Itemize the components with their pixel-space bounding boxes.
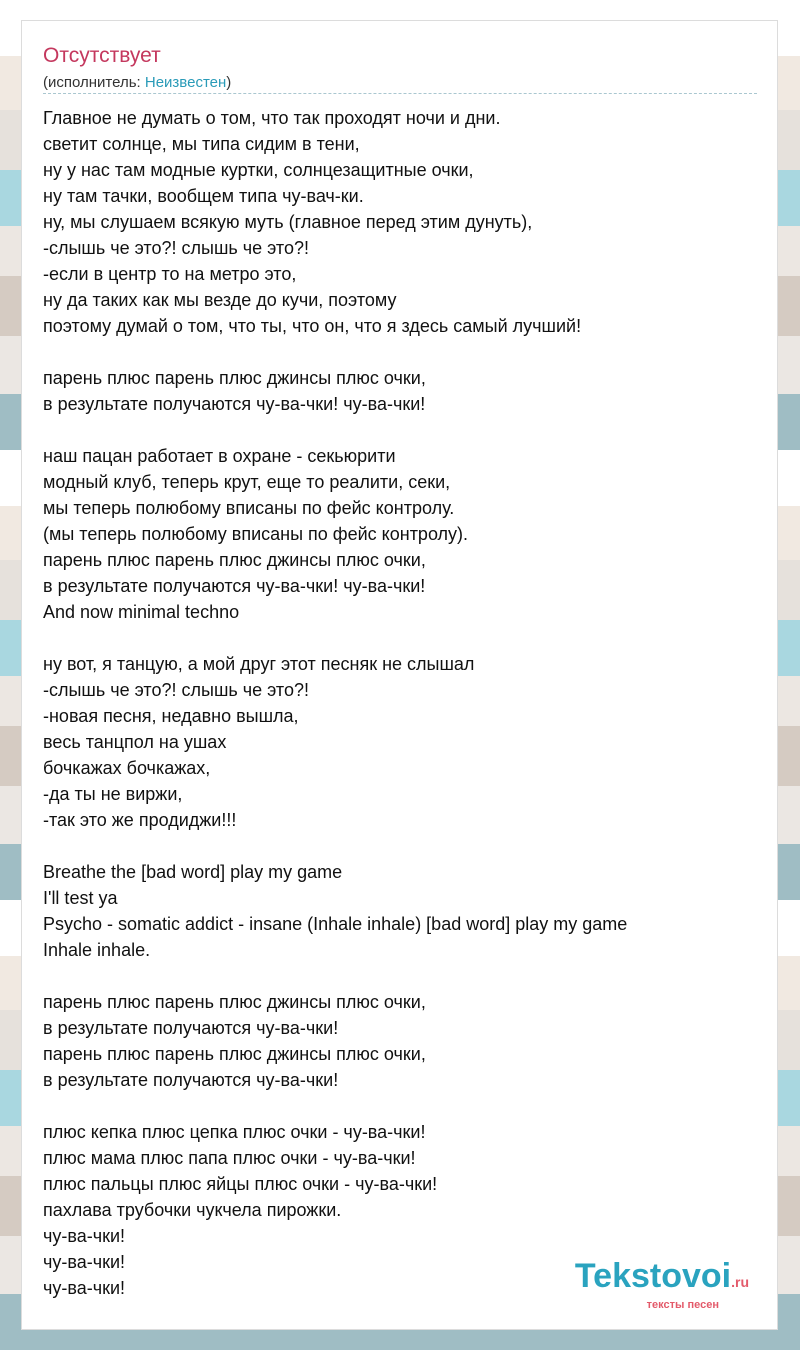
lyric-line: парень плюс парень плюс джинсы плюс очки, [43, 550, 426, 570]
artist-link[interactable]: Неизвестен [144, 74, 227, 91]
lyric-line: весь танцпол на ушах [43, 732, 227, 752]
lyrics-text [43, 105, 763, 1301]
lyric-line: плюс пальцы плюс яйцы плюс очки - чу-ва-чки! [43, 1174, 438, 1194]
lyric-line [43, 339, 763, 365]
artist-prefix: (исполнитель: [43, 74, 145, 91]
lyric-line: ну там тачки, вообщем типа чу-вач-ки. [43, 186, 364, 206]
lyric-line: поэтому думай о том, что ты, что он, что я здесь самый лучший! [43, 316, 582, 336]
divider [43, 93, 757, 94]
lyric-line [43, 625, 763, 651]
lyric-line: бочкажах бочкажах, [43, 758, 211, 778]
lyric-line: наш пацан работает в охране - секьюрити [43, 446, 396, 466]
lyric-line: чу-ва-чки! [43, 1252, 126, 1272]
lyric-line: парень плюс парень плюс джинсы плюс очки, [43, 1044, 426, 1064]
lyric-line: Inhale inhale. [43, 940, 151, 960]
logo-tld: .ru [731, 1274, 749, 1290]
lyrics-card [21, 20, 778, 1330]
lyric-line: ну да таких как мы везде до кучи, поэтому [43, 290, 397, 310]
lyric-line: плюс мама плюс папа плюс очки - чу-ва-чки! [43, 1148, 416, 1168]
lyric-line [43, 1093, 763, 1119]
lyric-line [43, 417, 763, 443]
artist-suffix: ) [226, 74, 232, 91]
lyric-line: -так это же продиджи!!! [43, 810, 237, 830]
lyric-line: (мы теперь полюбому вписаны по фейс контролу). [43, 524, 469, 544]
lyric-line: Главное не думать о том, что так проходят ночи и дни. [43, 108, 501, 128]
lyric-line [43, 833, 763, 859]
lyric-line: светит солнце, мы типа сидим в тени, [43, 134, 360, 154]
lyric-line: в результате получаются чу-ва-чки! чу-ва-чки! [43, 394, 426, 414]
lyric-line: -слышь че это?! слышь че это?! [43, 680, 310, 700]
logo-tagline: тексты песен [646, 1299, 719, 1311]
lyric-line: парень плюс парень плюс джинсы плюс очки, [43, 368, 426, 388]
lyric-line: I'll test ya [43, 888, 118, 908]
lyric-line: чу-ва-чки! [43, 1278, 126, 1298]
lyric-line: And now minimal techno [43, 602, 240, 622]
lyric-line: пахлава трубочки чукчела пирожки. [43, 1200, 342, 1220]
lyric-line: ну у нас там модные куртки, солнцезащитные очки, [43, 160, 474, 180]
logo-name: Tekstovoi [574, 1257, 732, 1295]
artist-line [43, 73, 231, 93]
site-logo[interactable] [575, 1259, 749, 1311]
lyric-line: в результате получаются чу-ва-чки! [43, 1018, 339, 1038]
lyric-line: в результате получаются чу-ва-чки! чу-ва-чки! [43, 576, 426, 596]
lyric-line: Psycho - somatic addict - insane (Inhale inhale) [bad word] play my game [43, 914, 628, 934]
lyric-line: Breathe the [bad word] play my game [43, 862, 343, 882]
lyric-line: -если в центр то на метро это, [43, 264, 297, 284]
lyric-line: плюс кепка плюс цепка плюс очки - чу-ва-чки! [43, 1122, 426, 1142]
lyric-line: в результате получаются чу-ва-чки! [43, 1070, 339, 1090]
song-title: Отсутствует [43, 44, 161, 67]
lyric-line: чу-ва-чки! [43, 1226, 126, 1246]
lyric-line: модный клуб, теперь крут, еще то реалити, секи, [43, 472, 451, 492]
lyric-line: мы теперь полюбому вписаны по фейс контролу. [43, 498, 455, 518]
lyric-line: ну, мы слушаем всякую муть (главное перед этим дунуть), [43, 212, 533, 232]
lyric-line: парень плюс парень плюс джинсы плюс очки, [43, 992, 426, 1012]
lyric-line: -слышь че это?! слышь че это?! [43, 238, 310, 258]
lyric-line: -да ты не виржи, [43, 784, 183, 804]
lyric-line: -новая песня, недавно вышла, [43, 706, 299, 726]
lyric-line [43, 963, 763, 989]
lyric-line: ну вот, я танцую, а мой друг этот песняк не слышал [43, 654, 475, 674]
